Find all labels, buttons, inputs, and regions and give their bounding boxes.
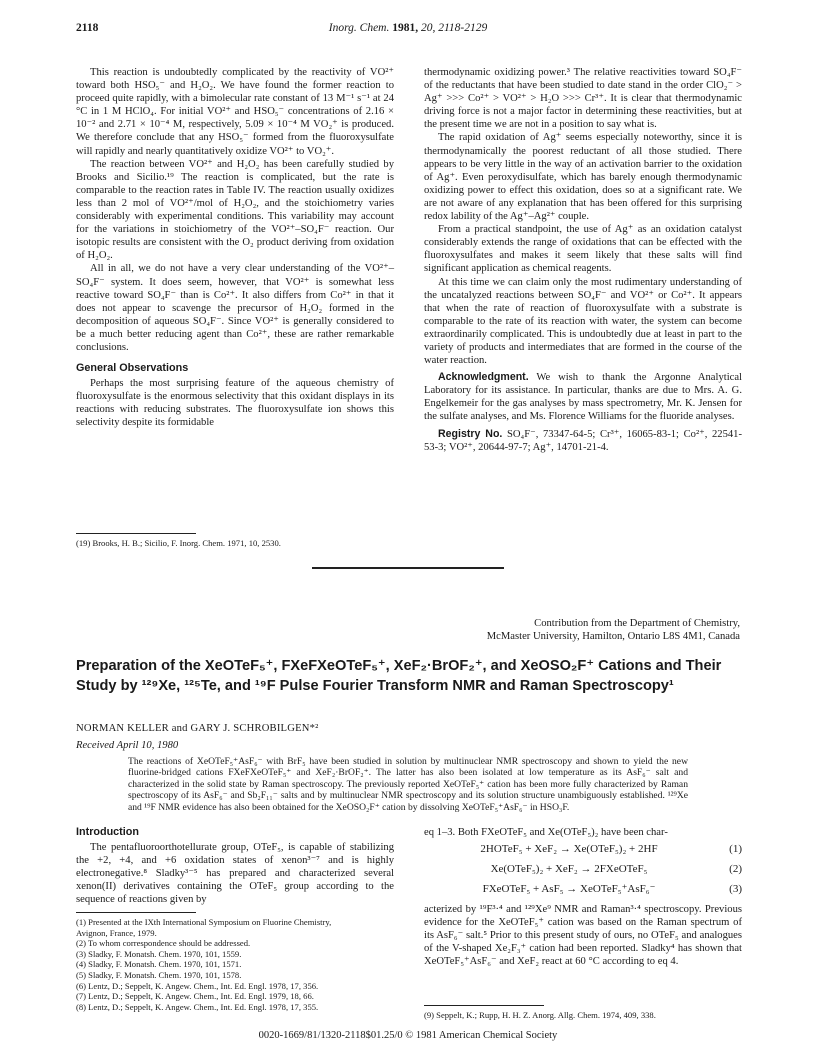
article-title: Preparation of the XeOTeF₅⁺, FXeFXeOTeF₅⁺, XeF₂·BrOF₂⁺, and XeOSO₂F⁺ Cations and Their Study by ¹²⁹Xe, ¹²⁵Te, and ¹⁹F Pulse Fourier Transform NMR and Raman Spectroscopy¹ — [76, 658, 722, 694]
contribution-affiliation — [340, 617, 740, 643]
equation-2 — [424, 863, 742, 883]
footnotes-left — [76, 917, 331, 1012]
article-abstract: The reactions of XeOTeF₅⁺AsF₆⁻ with BrF₅ have been studied in solution by multinuclear NMR spectroscopy and shown to yield the new fluorine-bridged cations FXeFXeOTeF₅⁺ and XeF₂·BrOF₂⁺. The latter has also been isolated at low temperature as its AsF₆⁻ salt and characterized in the solid state by Raman spectroscopy. The previously reported XeOTeF₅⁺ cation has been more fully characterized by Raman spectroscopy of its AsF₆⁻ and Sb₂F₁₁⁻ salts and by multinuclear NMR spectroscopy and its solution structure unambiguously established. ¹²⁹Xe and ¹⁹F NMR evidence has also been obtained for the XeOSO₂F⁺ cation by dissolving XeOTeF₅⁺AsF₆⁻ in HSO₃F. — [128, 756, 688, 813]
equation-1 — [424, 843, 742, 863]
page-number: 2118 — [76, 22, 99, 34]
footnote-9: (9) Seppelt, K.; Rupp, H. H. Z. Anorg. Allg. Chem. 1974, 409, 338. — [424, 1010, 656, 1020]
footnote-divider — [76, 533, 196, 534]
paragraph: acterized by ¹⁹F³·⁴ and ¹²⁹Xe⁹ NMR and Raman³·⁴ spectroscopy. Previous evidence for the XeOTeF₅⁺ cation was based on the Raman spectrum of its AsF₆⁻ salt.⁵ Prior to this present study of ours, no OTeF₅ and analogues of the V-shaped Xe₂F₃⁺ cation had been reported. Sladky⁴ has shown that XeOTeF₅⁺AsF₆⁻ and XeF₂ react at 60 °C according to eq 4. — [424, 904, 742, 968]
footnote: Avignon, France, 1979. — [76, 927, 157, 938]
copyright-line: 0020-1669/81/1320-2118$01.25/0 © 1981 American Chemical Society — [258, 1030, 558, 1041]
journal-name: Inorg. Chem. — [328, 22, 390, 34]
equation-3 — [424, 883, 742, 903]
registry-text: SO₄F⁻, 73347-64-5; Cr³⁺, 16065-83-1; Co²⁺, 22541-53-3; VO²⁺, 20644-97-7; Ag⁺, 14701-21-4. — [424, 428, 742, 453]
equations-column — [424, 826, 742, 969]
paragraph: At this time we can claim only the most rudimentary understanding of the uncatalyzed reactions between SO₄F⁻ and VO²⁺ or Co²⁺. It appears that when the rate of reaction of fluoroxysulfate with a substrate is comparable to the rate of its reaction with water, the system can become extraordinarily complicated. This is undoubtedly due at least in part to the variety of products and intermediates that are formed in the course of the water reaction. — [424, 276, 742, 367]
acknowledgment-text: We wish to thank the Argonne Analytical Laboratory for its assistance. In particular, thanks are due to Mrs. A. G. Engelkemeir for the gas analyses by mass spectrometry, Mr. K. Jensen for the sulfate analyses, and Ms. Florence Williams for the fluoride analyses. — [424, 372, 742, 423]
journal-pages: 2118-2129 — [438, 22, 488, 34]
affiliation-line: McMaster University, Hamilton, Ontario L8S 4M1, Canada — [486, 631, 740, 642]
paragraph: eq 1–3. Both FXeOTeF₅ and Xe(OTeF₅)₂ have been char- — [424, 827, 668, 838]
paragraph: Perhaps the most surprising feature of the aqueous chemistry of fluoroxysulfate is the enormous selectivity that this oxidant displays in its reactions with reducing substrates. The fluoroxysulfate ion shows this selectivity despite its formidable — [76, 378, 394, 429]
article-authors: NORMAN KELLER and GARY J. SCHROBILGEN*² — [76, 723, 319, 734]
footnote: (1) Presented at the IXth International Symposium on Fluorine Chemistry, — [76, 917, 332, 927]
footnote: (4) Sladky, F. Monatsh. Chem. 1970, 101, 1571. — [76, 959, 242, 970]
received-date: Received April 10, 1980 — [76, 740, 179, 751]
footnote: (2) To whom correspondence should be addressed. — [76, 938, 251, 949]
acknowledgment-label: Acknowledgment. — [438, 371, 529, 384]
affiliation-line: Contribution from the Department of Chemistry, — [534, 618, 740, 629]
paragraph: thermodynamic oxidizing power.³ The relative reactivities toward SO₄F⁻ of the reductants that have been studied to date stand in the order ClO₂⁻ > Ag⁺ >>> Co²⁺ > VO²⁺ > H₂O >>> Cr³⁺. It is clear that thermodynamic driving force is not a major factor in determining these reactivities, but at the present time we are not in a position to say what is. — [424, 67, 742, 131]
paragraph: From a practical standpoint, the use of Ag⁺ as an oxidation catalyst considerably extends the range of oxidations that can be effected with the fluoroxysulfates and makes it seem likely that these salts will find significant application as chemical reagents. — [424, 224, 742, 275]
footnote-divider — [76, 912, 196, 913]
journal-volume: 20, — [420, 22, 436, 34]
registry-numbers — [424, 428, 742, 454]
equation-number: (1) — [729, 843, 742, 856]
footnote: (8) Lentz, D.; Seppelt, K. Angew. Chem., Int. Ed. Engl. 1978, 17, 355. — [76, 1001, 319, 1012]
paragraph: The pentafluoroorthotellurate group, OTeF₅, is capable of stabilizing the +2, +4, and +6 oxidation states of xenon³⁻⁷ and is highly electronegative.⁸ Sladky³⁻⁵ has prepared and characterized several xenon(II) derivatives containing the OTeF₅ group according to the sequence of reactions given by — [76, 842, 394, 906]
equation-number: (3) — [729, 883, 742, 896]
registry-label: Registry No. — [438, 427, 503, 440]
journal-citation — [76, 22, 740, 34]
paragraph: The reaction between VO²⁺ and H₂O₂ has been carefully studied by Brooks and Sicilio.¹⁹ The reaction is complicated, but the rate is comparable to the reaction rates in Table IV. The reaction usually oxidizes less than 2 mol of VO²⁺/mol of H₂O₂, and the stoichiometry varies considerably with experimental conditions. This variability may account for the variations in stoichiometry of the VO²⁺–SO₄F⁻ reaction. Our isotopic results are consistent with the O₂ product deriving from oxidation of H₂O₂. — [76, 158, 394, 262]
journal-year: 1981, — [392, 22, 419, 34]
article-divider — [312, 567, 504, 569]
equation-text: 2HOTeF₅ + XeF₂ → Xe(OTeF₅)₂ + 2HF — [480, 843, 658, 856]
right-column — [424, 66, 742, 454]
introduction-section — [76, 826, 394, 907]
footnote-divider — [424, 1005, 544, 1006]
footnote: (5) Sladky, F. Monatsh. Chem. 1970, 101, 1578. — [76, 969, 242, 980]
acknowledgment — [424, 371, 742, 423]
paragraph: All in all, we do not have a very clear understanding of the VO²⁺–SO₄F⁻ system. It does seem, however, that VO²⁺ is somewhat less reactive toward SO₄F⁻ than is Co²⁺. It also differs from Co²⁺ in that it does not appear to scavenge the precursor of H₂O₂ formed in the decomposition of aqueous SO₄F⁻. Since VO²⁺ is generally considered to be a much better reducing agent than Co²⁺, these are rather remarkable conclusions. — [76, 263, 394, 353]
section-heading: General Observations — [76, 362, 189, 375]
running-header — [76, 22, 740, 38]
footnote: (7) Lentz, D.; Seppelt, K. Angew. Chem., Int. Ed. Engl. 1979, 18, 66. — [76, 991, 314, 1002]
footnote: (3) Sladky, F. Monatsh. Chem. 1970, 101, 1559. — [76, 948, 242, 959]
footnote-19: (19) Brooks, H. B.; Sicilio, F. Inorg. Chem. 1971, 10, 2530. — [76, 538, 281, 548]
equation-number: (2) — [729, 863, 742, 876]
equation-text: Xe(OTeF₅)₂ + XeF₂ → 2FXeOTeF₅ — [490, 863, 648, 876]
footnote: (6) Lentz, D.; Seppelt, K. Angew. Chem., Int. Ed. Engl. 1978, 17, 356. — [76, 980, 319, 991]
equation-text: FXeOTeF₅ + AsF₅ → XeOTeF₅⁺AsF₆⁻ — [482, 883, 656, 896]
paragraph: This reaction is undoubtedly complicated by the reactivity of VO²⁺ toward both HSO₅⁻ and H₂O₂. We have found the former reaction to proceed quite rapidly, with a bimolecular rate constant of 13 M⁻¹ s⁻¹ at 24 °C in 1 M HClO₄. For initial VO²⁺ and HSO₅⁻ concentrations of 2.16 × 10⁻² and 2.71 × 10⁻⁴ M, respectively, 5.09 × 10⁻⁴ M VO₂⁺ is produced. We therefore conclude that any HSO₅⁻ formed from the fluoroxysulfate will rapidly and nearly quantitatively oxidize VO²⁺ to VO₂⁺. — [76, 67, 394, 157]
section-heading: Introduction — [76, 826, 139, 838]
paragraph: The rapid oxidation of Ag⁺ seems especially noteworthy, since it is thermodynamically the poorest reductant of all those studied. There appears to be very little in the way of an activation barrier to the oxidation of Ag⁺. Even peroxydisulfate, which has barely enough thermodynamic oxidizing power to effect this oxidation, does so at a significant rate. We are not aware of any explanation that has been offered for this surprising redox lability of the Ag⁺–Ag²⁺ couple. — [424, 132, 742, 223]
left-column — [76, 66, 394, 430]
